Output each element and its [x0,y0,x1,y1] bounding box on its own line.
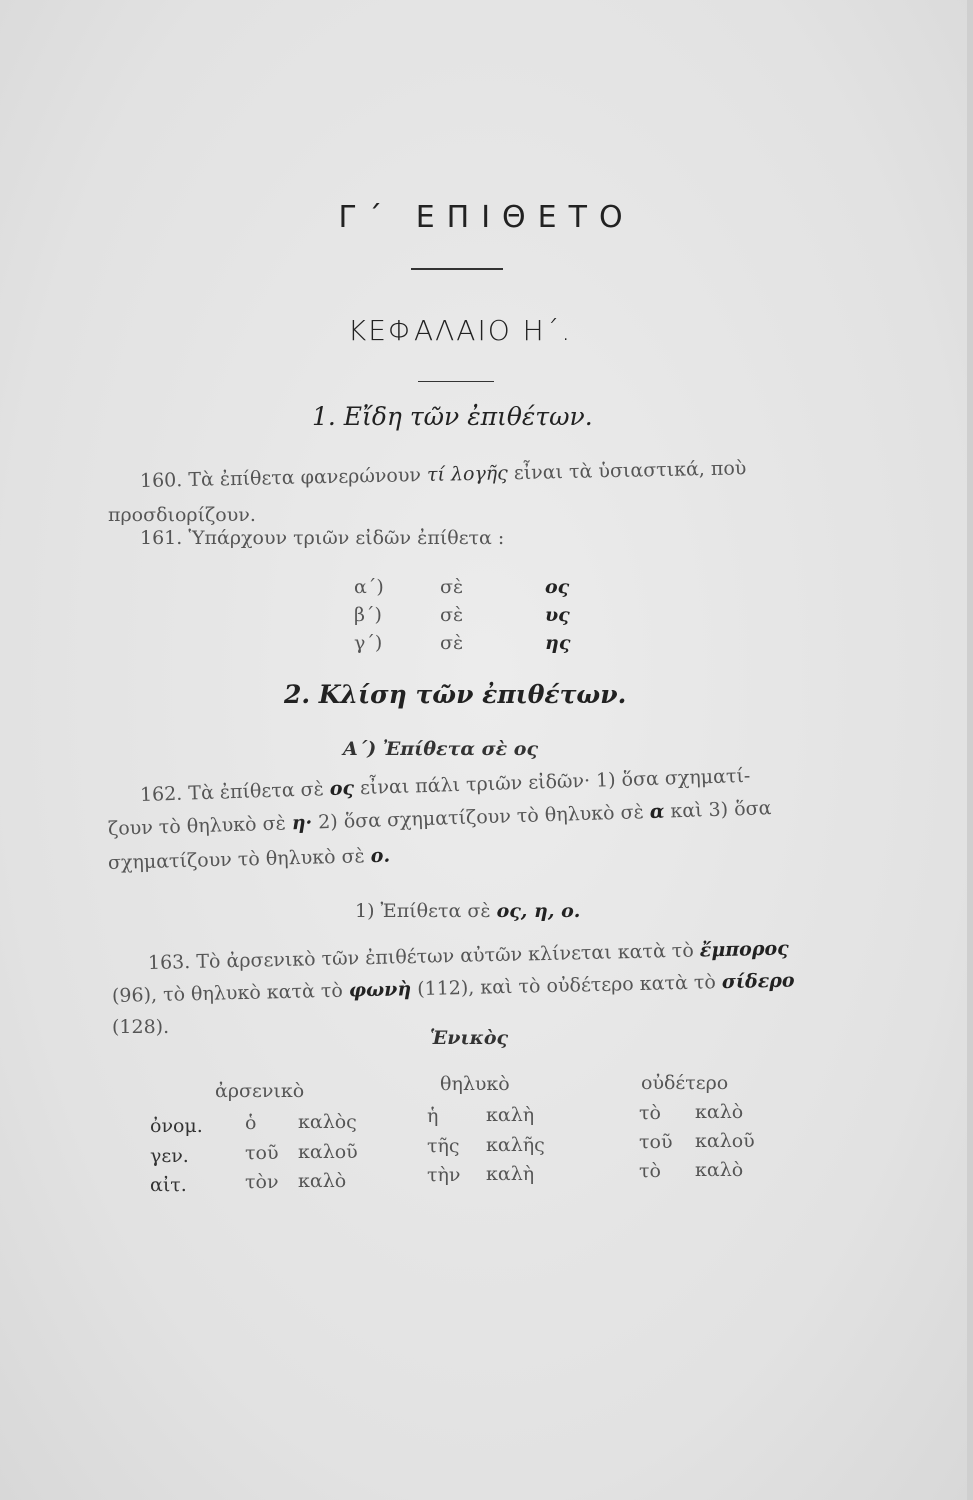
para-160-line1: 160. Τὰ ἐπίθετα φανερώνουν τί λογῆς εἶναι τὰ ὑσιαστικά, ποὺ [139,457,747,492]
cell-m-form: καλοῦ [298,1141,358,1163]
cell-n-form: καλὸ [695,1159,744,1181]
cell-n-article: τὸ [639,1160,661,1182]
type-prep: σὲ [440,576,464,598]
type-label: γ΄) [354,632,383,654]
para-162-line2: ζουν τὸ θηλυκὸ σὲ η· 2) ὅσα σχηματίζουν τὸ θηλυκὸ σὲ α καὶ 3) ὅσα [107,797,772,840]
part-title: Γ΄ ΕΠΙΘΕΤΟ [338,200,635,235]
case-label: ὀνομ. [150,1115,203,1137]
cell-f-form: καλῆς [486,1134,545,1156]
subheading-1: 1) Ἐπίθετα σὲ ος, η, ο. [355,900,581,922]
para-161: 161. Ὑπάρχουν τριῶν εἰδῶν ἐπίθετα : [140,527,505,549]
para-160-number: 160. [139,469,183,492]
cell-f-article: τὴν [427,1164,461,1186]
table-heading: Ἑνικὸς [430,1027,509,1049]
col-header-feminine: θηλυκὸ [440,1073,510,1095]
para-163-line3: (128). [112,1016,170,1038]
divider-chapter [418,381,494,382]
col-header-neuter: οὐδέτερο [641,1072,729,1094]
cell-n-article: τὸ [639,1102,661,1124]
section1-title: 1. Εἴδη τῶν ἐπιθέτων. [312,402,593,431]
section2-title: 2. Κλίση τῶν ἐπιθέτων. [284,680,627,709]
type-label: β΄) [354,604,382,626]
cell-m-article: ὁ [245,1112,257,1134]
cell-n-form: καλοῦ [695,1130,755,1152]
cell-n-form: καλὸ [695,1101,744,1123]
para-162-line3: σχηματίζουν τὸ θηλυκὸ σὲ ο. [107,844,391,874]
para-162-line1: 162. Τὰ ἐπίθετα σὲ ος εἶναι πάλι τριῶν εἰδῶν· 1) ὅσα σχηματί- [139,764,751,806]
cell-m-form: καλὸς [298,1111,357,1133]
subsection-a-title: Α΄) Ἐπίθετα σὲ ος [343,738,539,760]
cell-f-article: τῆς [427,1135,460,1157]
cell-m-form: καλὸ [298,1170,347,1192]
type-prep: σὲ [440,604,464,626]
cell-n-article: τοῦ [639,1131,673,1153]
chapter-title: ΚΕΦΑΛΑΙΟ Η΄. [347,314,573,347]
type-ending: ης [545,632,571,654]
case-label: αἰτ. [150,1174,187,1196]
cell-m-article: τὸν [245,1171,279,1193]
cell-f-article: ἡ [427,1105,439,1127]
para-163-number: 163. [147,951,191,974]
type-ending: υς [545,604,570,626]
cell-f-form: καλὴ [486,1104,535,1126]
type-ending: ος [545,576,570,598]
type-label: α΄) [354,576,384,598]
type-prep: σὲ [440,632,464,654]
para-161-number: 161. [140,527,183,549]
cell-m-article: τοῦ [245,1142,279,1164]
para-160-line2: προσδιορίζουν. [108,504,256,526]
cell-f-form: καλὴ [486,1163,535,1185]
case-label: γεν. [150,1145,189,1167]
col-header-masculine: ἀρσενικὸ [215,1080,305,1102]
para-160-emphasis: τί λογῆς [426,462,509,486]
para-162-number: 162. [139,782,183,806]
para-163-line1: 163. Τὸ ἀρσενικὸ τῶν ἐπιθέτων αὐτῶν κλίνεται κατὰ τὸ ἔμπορος [147,937,789,974]
para-163-line2: (96), τὸ θηλυκὸ κατὰ τὸ φωνὴ (112), καὶ τὸ οὐδέτερο κατὰ τὸ σίδερο [111,969,795,1007]
divider-top [411,268,503,270]
